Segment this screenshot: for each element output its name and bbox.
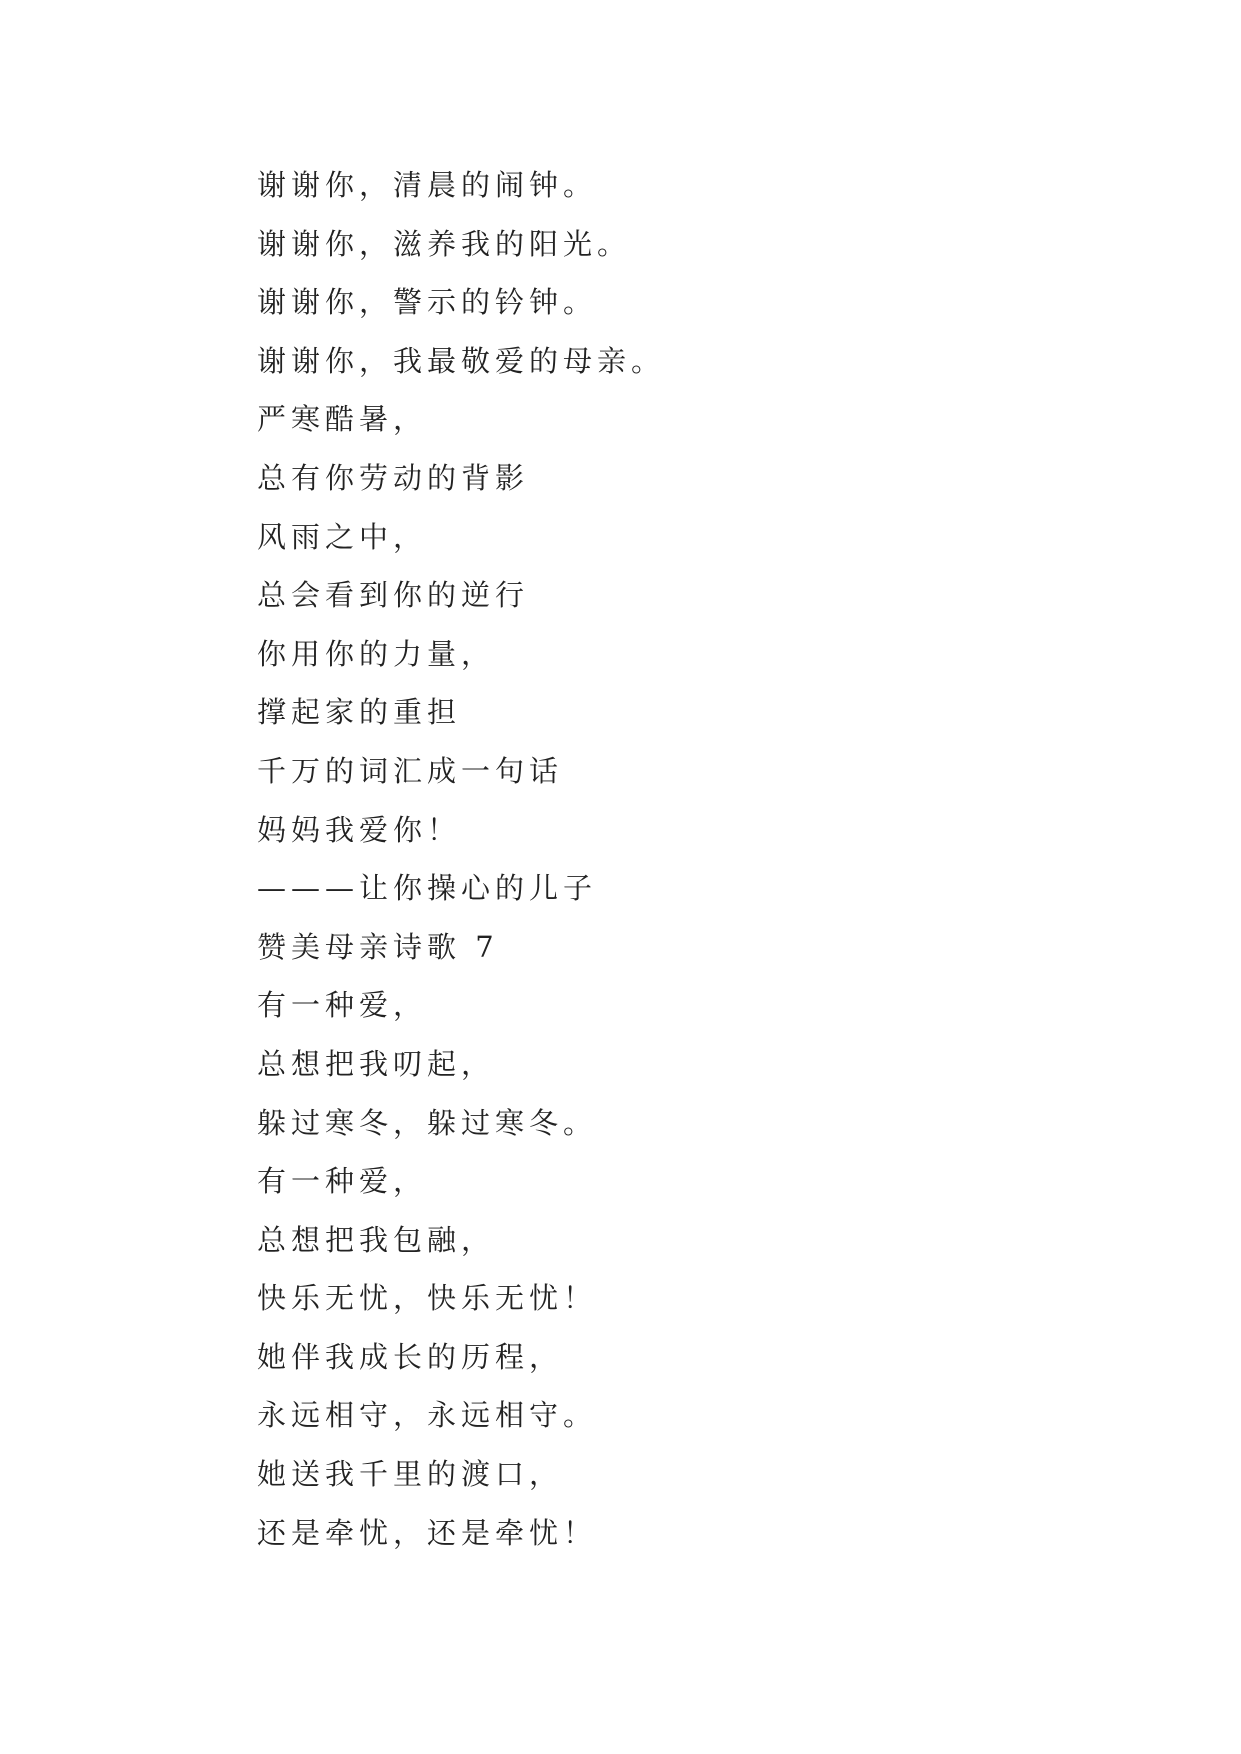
text-line: 总想把我叨起，: [257, 1046, 496, 1081]
text-line: 总有你劳动的背影: [257, 460, 530, 495]
text-line: 谢谢你，滋养我的阳光。: [257, 226, 632, 261]
text-line: 快乐无忧，快乐无忧！: [257, 1281, 598, 1316]
text-line: 谢谢你，清晨的闹钟。: [257, 168, 598, 202]
text-line: 严寒酷暑，: [257, 402, 428, 437]
text-line: 风雨之中，: [257, 519, 428, 554]
text-line: 她伴我成长的历程，: [257, 1339, 564, 1374]
text-line: 谢谢你，我最敬爱的母亲。: [257, 343, 666, 378]
text-line: 千万的词汇成一句话: [257, 753, 564, 788]
text-line: 永远相守，永远相守。: [257, 1398, 598, 1433]
text-line: 她送我千里的渡口，: [257, 1457, 564, 1492]
signature-line: ———让你操心的儿子: [257, 871, 598, 906]
text-line: 妈妈我爱你！: [257, 812, 462, 847]
text-line: 躲过寒冬，躲过寒冬。: [257, 1105, 598, 1140]
text-line: 谢谢你，警示的钤钟。: [257, 285, 598, 320]
text-line: 有一种爱，: [257, 1164, 428, 1199]
poem-text: [257, 156, 665, 1562]
text-line: 撑起家的重担: [257, 695, 462, 730]
section-heading: 赞美母亲诗歌 7: [257, 929, 499, 964]
text-line: 总想把我包融，: [257, 1222, 496, 1257]
text-line: 还是牵忧，还是牵忧！: [257, 1515, 598, 1550]
text-line: 总会看到你的逆行: [257, 578, 530, 613]
text-line: 有一种爱，: [257, 988, 428, 1023]
text-line: 你用你的力量，: [257, 636, 496, 671]
